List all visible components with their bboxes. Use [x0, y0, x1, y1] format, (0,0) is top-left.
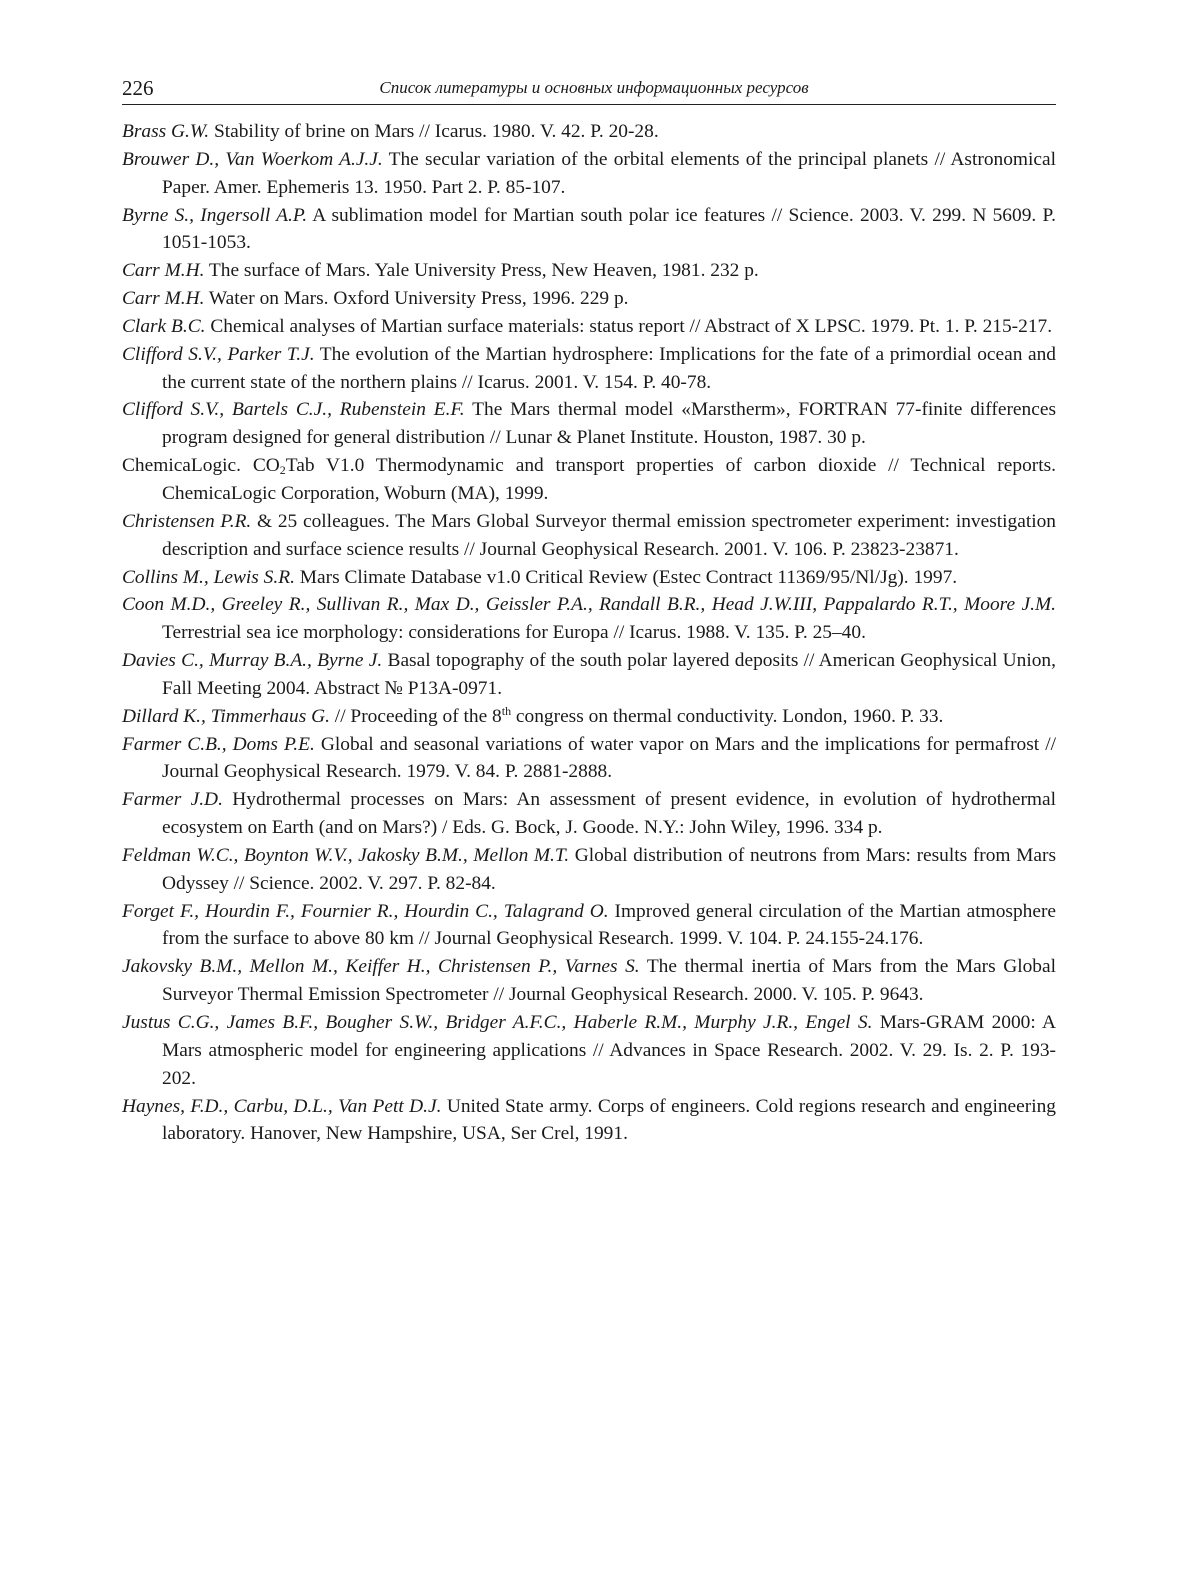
reference-entry	[122, 647, 1056, 703]
reference-authors: Coon M.D., Greeley R., Sullivan R., Max D., Geissler P.A., Randall B.R., Head J.W.III, Pappalardo R.T., Moore J.M.	[122, 594, 1056, 616]
reference-authors: Collins M., Lewis S.R.	[122, 566, 295, 588]
reference-authors: Davies C., Murray B.A., Byrne J.	[122, 650, 383, 672]
reference-authors: Haynes, F.D., Carbu, D.L., Van Pett D.J.	[122, 1095, 442, 1117]
superscript: th	[501, 703, 512, 718]
reference-text: A sublimation model for Martian south polar ice features // Science. 2003. V. 299. N 5609. P. 1051-1053.	[162, 204, 1056, 254]
reference-authors: Clark B.C.	[122, 315, 206, 337]
reference-text: The surface of Mars. Yale University Press, New Heaven, 1981. 232 p.	[204, 260, 759, 282]
running-title: Список литературы и основных информационных ресурсов	[379, 78, 809, 97]
reference-entry	[122, 396, 1056, 452]
reference-text: Global distribution of neutrons from Mars: results from Mars Odyssey // Science. 2002. V. 297. P. 82-84.	[162, 844, 1056, 894]
reference-text: The Mars thermal model «Marstherm», FORTRAN 77-finite differences program designed for general distribution // Lunar & Planet Institute. Houston, 1987. 30 p.	[162, 399, 1056, 449]
reference-text: congress on thermal conductivity. London, 1960. P. 33.	[511, 705, 944, 727]
reference-authors: Byrne S., Ingersoll A.P.	[122, 204, 308, 226]
reference-text: Global and seasonal variations of water vapor on Mars and the implications for permafrost // Journal Geophysical Research. 1979. V. 84. P. 2881-2888.	[162, 733, 1056, 783]
reference-entry	[122, 786, 1056, 842]
reference-text: Basal topography of the south polar layered deposits // American Geophysical Union, Fall Meeting 2004. Abstract № P13A-0971.	[162, 650, 1056, 699]
reference-authors: Carr M.H.	[122, 288, 205, 310]
reference-authors: Forget F., Hourdin F., Fournier R., Hourdin C., Talagrand O.	[122, 900, 609, 922]
reference-authors: Justus C.G., James B.F., Bougher S.W., Bridger A.F.C., Haberle R.M., Murphy J.R., Engel S.	[122, 1012, 873, 1033]
reference-entry	[122, 202, 1056, 258]
reference-text: Tab V1.0 Thermodynamic and transport properties of carbon dioxide // Technical reports. ChemicaLogic Corporation, Woburn (MA), 1999.	[162, 455, 1057, 504]
page-header	[122, 74, 1056, 105]
reference-list	[122, 118, 1056, 1148]
reference-entry	[122, 731, 1056, 787]
reference-entry	[122, 591, 1056, 647]
reference-entry	[122, 1093, 1056, 1149]
reference-entry	[122, 257, 1056, 285]
reference-text: Water on Mars. Oxford University Press, 1996. 229 p.	[204, 288, 629, 310]
reference-text: Improved general circulation of the Martian atmosphere from the surface to above 80 km // Journal Geophysical Research. 1999. V. 104. P. 24.155-24.176.	[162, 900, 1057, 950]
reference-text: // Proceeding of the 8	[329, 705, 502, 727]
reference-entry	[122, 1009, 1056, 1093]
reference-text: ChemicaLogic. CO	[122, 455, 280, 477]
reference-text: Chemical analyses of Martian surface materials: status report // Abstract of X LPSC. 1979. Pt. 1. P. 215-217.	[205, 315, 1053, 337]
reference-text: The secular variation of the orbital elements of the principal planets // Astronomical Paper. Amer. Ephemeris 13. 1950. Part 2. P. 85-107.	[162, 148, 1056, 198]
reference-text: Terrestrial sea ice morphology: considerations for Europa // Icarus. 1988. V. 135. P. 25–40.	[162, 622, 866, 644]
reference-entry	[122, 508, 1056, 564]
reference-entry	[122, 341, 1056, 397]
page-number: 226	[122, 76, 154, 100]
reference-authors: Brass G.W.	[122, 121, 210, 142]
reference-text: The thermal inertia of Mars from the Mars Global Surveyor Thermal Emission Spectrometer // Journal Geophysical Research. 2000. V. 105. P. 9643.	[162, 956, 1056, 1006]
reference-authors: Brouwer D., Van Woerkom A.J.J.	[122, 148, 383, 170]
reference-entry	[122, 898, 1056, 954]
reference-authors: Carr M.H.	[122, 260, 205, 282]
reference-authors: Farmer C.B., Doms P.E.	[122, 733, 315, 755]
reference-authors: Feldman W.C., Boynton W.V., Jakosky B.M., Mellon M.T.	[122, 844, 570, 866]
reference-entry	[122, 285, 1056, 313]
subscript: 2	[279, 463, 286, 478]
reference-entry	[122, 842, 1056, 898]
reference-text: United State army. Corps of engineers. Cold regions research and engineering laboratory. Hanover, New Hampshire, USA, Ser Crel, 1991.	[162, 1095, 1056, 1145]
reference-entry	[122, 313, 1056, 341]
reference-text: & 25 colleagues. The Mars Global Surveyor thermal emission spectrometer experiment: investigation description and surface science results // Journal Geophysical Research. 2001. V. 106. P. 23823-23871.	[162, 510, 1056, 560]
reference-entry	[122, 564, 1056, 592]
reference-entry	[122, 146, 1056, 202]
reference-authors: Jakovsky B.M., Mellon M., Keiffer H., Christensen P., Varnes S.	[122, 956, 640, 978]
reference-entry	[122, 703, 1056, 731]
reference-entry	[122, 118, 1056, 146]
reference-authors: Farmer J.D.	[122, 789, 223, 811]
reference-authors: Christensen P.R.	[122, 510, 252, 532]
reference-text: Hydrothermal processes on Mars: An assessment of present evidence, in evolution of hydrothermal ecosystem on Earth (and on Mars?) / Eds. G. Bock, J. Goode. N.Y.: John Wiley, 1996. 334 p.	[162, 789, 1056, 839]
reference-text: Mars-GRAM 2000: A Mars atmospheric model for engineering applications // Advances in Space Research. 2002. V. 29. Is. 2. P. 193-202.	[162, 1012, 1056, 1089]
reference-authors: Clifford S.V., Parker T.J.	[122, 343, 315, 365]
reference-text: Mars Climate Database v1.0 Critical Review (Estec Contract 11369/95/Nl/Jg). 1997.	[294, 566, 958, 588]
reference-text: Stability of brine on Mars // Icarus. 1980. V. 42. P. 20-28.	[209, 121, 659, 142]
reference-text: The evolution of the Martian hydrosphere: Implications for the fate of a primordial ocean and the current state of the northern plains // Icarus. 2001. V. 154. P. 40-78.	[162, 343, 1056, 393]
reference-authors: Dillard K., Timmerhaus G.	[122, 705, 330, 727]
reference-authors: Clifford S.V., Bartels C.J., Rubenstein E.F.	[122, 399, 465, 421]
reference-entry	[122, 452, 1056, 508]
reference-entry	[122, 953, 1056, 1009]
